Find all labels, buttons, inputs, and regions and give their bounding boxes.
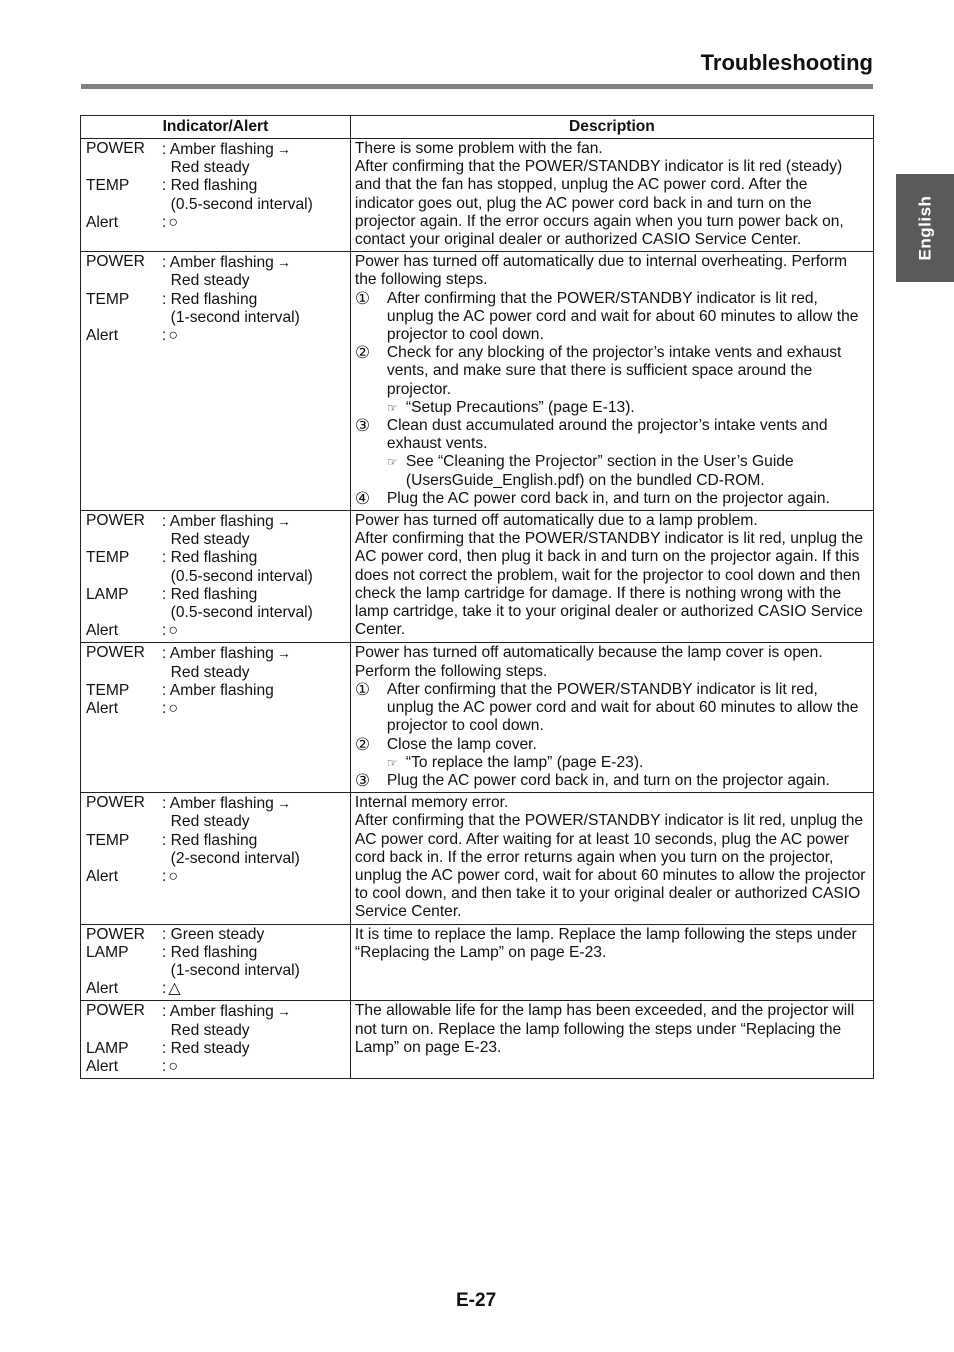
indicator-line bbox=[86, 682, 346, 700]
step-text: Close the lamp cover. bbox=[386, 735, 537, 753]
indicator-key: Alert bbox=[86, 622, 119, 640]
indicator-value: Red steady bbox=[162, 159, 250, 177]
indicator-line bbox=[86, 253, 346, 272]
circle-alert-icon: ○ bbox=[168, 867, 179, 885]
description-cell bbox=[350, 1001, 873, 1079]
step-number: ③ bbox=[354, 416, 371, 436]
indicator-value-wrap bbox=[162, 568, 346, 586]
table-row bbox=[81, 1001, 874, 1079]
indicator-line bbox=[86, 850, 346, 868]
description-paragraph: It is time to replace the lamp. Replace the lamp following the steps under “Replacing the Lamp” on page E-23. bbox=[354, 925, 857, 961]
indicator-key: TEMP bbox=[86, 831, 130, 849]
indicator-value-wrap bbox=[162, 850, 346, 868]
circle-alert-icon: ○ bbox=[168, 1057, 179, 1075]
indicator-value-wrap bbox=[162, 196, 346, 214]
table-row bbox=[81, 511, 874, 643]
description-paragraph: There is some problem with the fan. bbox=[354, 140, 603, 157]
indicator-cell bbox=[81, 1001, 351, 1079]
indicator-line bbox=[86, 159, 346, 177]
pointing-hand-icon: ☞ bbox=[386, 400, 398, 415]
indicator-value: : Amber flashing bbox=[162, 645, 274, 663]
indicator-line bbox=[86, 644, 346, 663]
description-intro: Power has turned off automatically because the lamp cover is open. Perform the following steps. bbox=[354, 644, 823, 680]
indicator-line bbox=[86, 586, 346, 604]
indicator-value-wrap bbox=[162, 1022, 346, 1040]
indicator-value: : Amber flashing bbox=[162, 681, 274, 699]
step-text: Check for any blocking of the projector’s intake vents and exhaust vents, and make sure that there is sufficient space around the projector. bbox=[386, 344, 842, 398]
description-cell bbox=[350, 511, 873, 643]
indicator-value-wrap bbox=[162, 962, 346, 980]
indicator-line bbox=[86, 700, 346, 718]
table-body bbox=[81, 139, 874, 1079]
indicator-value: Red steady bbox=[162, 531, 250, 549]
indicator-value-wrap bbox=[162, 177, 346, 195]
indicator-key bbox=[86, 272, 162, 290]
indicator-key: Alert bbox=[86, 980, 119, 998]
indicator-value-wrap bbox=[162, 586, 346, 604]
step-number: ① bbox=[354, 288, 371, 308]
indicator-value: : Green steady bbox=[162, 925, 265, 943]
indicator-value: : Amber flashing bbox=[162, 795, 274, 813]
description-cell bbox=[350, 139, 873, 252]
pointing-hand-icon: ☞ bbox=[386, 755, 398, 770]
header-rule bbox=[81, 84, 873, 89]
column-header-indicator: Indicator/Alert bbox=[81, 116, 351, 139]
indicator-key: Alert bbox=[86, 327, 119, 345]
indicator-line bbox=[86, 549, 346, 567]
indicator-key: POWER bbox=[86, 925, 145, 943]
reference-line bbox=[355, 453, 867, 489]
indicator-value-wrap bbox=[162, 794, 346, 813]
indicator-value-wrap bbox=[162, 700, 346, 718]
indicator-line bbox=[86, 327, 346, 345]
indicator-line bbox=[86, 531, 346, 549]
indicator-key bbox=[86, 531, 162, 549]
indicator-value: : Red steady bbox=[162, 1039, 250, 1057]
indicator-value: (0.5-second interval) bbox=[162, 195, 313, 213]
indicator-value-wrap bbox=[162, 664, 346, 682]
description-intro: Power has turned off automatically due to internal overheating. Perform the following steps. bbox=[354, 253, 847, 289]
right-arrow-icon: → bbox=[276, 795, 291, 812]
reference-text: “To replace the lamp” (page E-23). bbox=[405, 753, 644, 771]
indicator-value-wrap bbox=[162, 868, 346, 886]
step-item bbox=[355, 290, 867, 345]
indicator-value: : Red flashing bbox=[162, 585, 258, 603]
indicator-key: TEMP bbox=[86, 290, 130, 308]
indicator-line bbox=[86, 196, 346, 214]
indicator-line bbox=[86, 1040, 346, 1058]
right-arrow-icon: → bbox=[276, 513, 291, 530]
triangle-alert-icon: △ bbox=[168, 980, 181, 998]
step-text: Plug the AC power cord back in, and turn on the projector again. bbox=[386, 489, 830, 507]
description-cell bbox=[350, 924, 873, 1001]
indicator-value: (2-second interval) bbox=[162, 849, 300, 867]
indicator-value-wrap bbox=[162, 813, 346, 831]
indicator-value-wrap bbox=[162, 214, 346, 232]
indicator-key: Alert bbox=[86, 867, 119, 885]
indicator-key: POWER bbox=[86, 794, 145, 812]
page-number: E-27 bbox=[456, 1290, 497, 1311]
indicator-value-wrap bbox=[162, 531, 346, 549]
indicator-value-wrap bbox=[162, 1040, 346, 1058]
indicator-value-wrap bbox=[162, 644, 346, 663]
indicator-key: LAMP bbox=[86, 585, 129, 603]
indicator-value-wrap bbox=[162, 291, 346, 309]
indicator-line bbox=[86, 664, 346, 682]
right-arrow-icon: → bbox=[276, 1003, 291, 1020]
indicator-key bbox=[86, 1022, 162, 1040]
indicator-key bbox=[86, 962, 162, 980]
indicator-value: Red steady bbox=[162, 813, 250, 831]
circle-alert-icon: ○ bbox=[168, 700, 179, 718]
description-paragraph: Power has turned off automatically due to a lamp problem. bbox=[354, 512, 758, 530]
indicator-line bbox=[86, 214, 346, 232]
indicator-value: : Red flashing bbox=[162, 943, 258, 961]
indicator-value: : bbox=[162, 622, 167, 640]
indicator-key bbox=[86, 664, 162, 682]
indicator-line bbox=[86, 832, 346, 850]
indicator-value: : bbox=[162, 213, 167, 231]
step-item bbox=[355, 417, 867, 453]
indicator-value-wrap bbox=[162, 253, 346, 272]
step-item bbox=[355, 344, 867, 399]
indicator-value: : bbox=[162, 867, 167, 885]
indicator-value: (0.5-second interval) bbox=[162, 567, 313, 585]
indicator-value: : Amber flashing bbox=[162, 513, 274, 531]
description-cell bbox=[350, 643, 873, 793]
indicator-key: TEMP bbox=[86, 681, 130, 699]
step-text: After confirming that the POWER/STANDBY indicator is lit red, unplug the AC power cord and wait for about 60 minutes to allow the projector to cool down. bbox=[386, 680, 859, 735]
reference-text: See “Cleaning the Projector” section in the User’s Guide (UsersGuide_English.pdf) on the bundled CD-ROM. bbox=[405, 453, 794, 489]
indicator-line bbox=[86, 1022, 346, 1040]
indicator-value: Red steady bbox=[162, 272, 250, 290]
indicator-value-wrap bbox=[162, 832, 346, 850]
indicator-value: Red steady bbox=[162, 663, 250, 681]
indicator-key bbox=[86, 196, 162, 214]
table-row bbox=[81, 643, 874, 793]
indicator-key bbox=[86, 309, 162, 327]
indicator-line bbox=[86, 291, 346, 309]
circle-alert-icon: ○ bbox=[168, 622, 179, 640]
indicator-value: (1-second interval) bbox=[162, 308, 300, 326]
indicator-value: : Red flashing bbox=[162, 831, 258, 849]
indicator-value-wrap bbox=[162, 926, 346, 944]
circle-alert-icon: ○ bbox=[168, 327, 179, 345]
right-arrow-icon: → bbox=[276, 254, 291, 271]
indicator-value: : Amber flashing bbox=[162, 254, 274, 272]
indicator-value: Red steady bbox=[162, 1021, 250, 1039]
indicator-value: (1-second interval) bbox=[162, 961, 300, 979]
indicator-value-wrap bbox=[162, 159, 346, 177]
reference-line bbox=[355, 399, 867, 417]
description-cell bbox=[350, 252, 873, 511]
indicator-value-wrap bbox=[162, 309, 346, 327]
indicator-line bbox=[86, 794, 346, 813]
indicator-cell bbox=[81, 139, 351, 252]
indicator-value: : Red flashing bbox=[162, 177, 258, 195]
indicator-key: POWER bbox=[86, 253, 145, 271]
indicator-cell bbox=[81, 511, 351, 643]
indicator-value: : Red flashing bbox=[162, 549, 258, 567]
step-number: ④ bbox=[354, 488, 371, 508]
indicator-key bbox=[86, 159, 162, 177]
indicator-line bbox=[86, 868, 346, 886]
indicator-value: : bbox=[162, 700, 167, 718]
language-tab bbox=[896, 174, 954, 282]
step-item bbox=[355, 490, 867, 508]
indicator-line bbox=[86, 962, 346, 980]
indicator-value-wrap bbox=[162, 549, 346, 567]
indicator-value: : Red flashing bbox=[162, 290, 258, 308]
indicator-value-wrap bbox=[162, 327, 346, 345]
indicator-value-wrap bbox=[162, 1002, 346, 1021]
indicator-key bbox=[86, 604, 162, 622]
indicator-key bbox=[86, 813, 162, 831]
indicator-key: POWER bbox=[86, 140, 145, 157]
indicator-value: : bbox=[162, 1057, 167, 1075]
indicator-value-wrap bbox=[162, 272, 346, 290]
table-row bbox=[81, 252, 874, 511]
column-header-description: Description bbox=[350, 116, 873, 139]
indicator-key: Alert bbox=[86, 213, 119, 231]
indicator-cell bbox=[81, 793, 351, 924]
indicator-line bbox=[86, 568, 346, 586]
indicator-line bbox=[86, 1002, 346, 1021]
indicator-key: TEMP bbox=[86, 549, 130, 567]
indicator-key: LAMP bbox=[86, 1039, 129, 1057]
language-tab-label: English bbox=[915, 195, 934, 261]
description-paragraph: After confirming that the POWER/STANDBY indicator is lit red (steady) and that the fan has stopped, unplug the AC power cord. After the indicator goes out, plug the AC power cord back in and turn on the projector again. If the error occurs again when you turn power back on, contact your original dealer or authorized CASIO Service Center. bbox=[354, 158, 844, 249]
step-number: ② bbox=[354, 734, 371, 754]
indicator-line bbox=[86, 604, 346, 622]
step-item bbox=[355, 681, 867, 736]
indicator-value-wrap bbox=[162, 980, 346, 998]
right-arrow-icon: → bbox=[276, 645, 291, 662]
pointing-hand-icon: ☞ bbox=[386, 455, 398, 470]
step-item bbox=[355, 772, 867, 790]
step-number: ① bbox=[354, 679, 371, 699]
step-number: ③ bbox=[354, 770, 371, 790]
step-text: After confirming that the POWER/STANDBY indicator is lit red, unplug the AC power cord and wait for about 60 minutes to allow the projector to cool down. bbox=[386, 289, 859, 344]
indicator-line bbox=[86, 1058, 346, 1076]
indicator-line bbox=[86, 177, 346, 195]
indicator-value-wrap bbox=[162, 1058, 346, 1076]
indicator-value-wrap bbox=[162, 604, 346, 622]
table-row bbox=[81, 793, 874, 924]
right-arrow-icon: → bbox=[276, 141, 291, 157]
description-paragraph: Internal memory error. bbox=[354, 794, 509, 812]
indicator-key bbox=[86, 850, 162, 868]
indicator-value-wrap bbox=[162, 622, 346, 640]
indicator-line bbox=[86, 622, 346, 640]
step-number: ② bbox=[354, 343, 371, 363]
indicator-key: LAMP bbox=[86, 943, 129, 961]
table-row bbox=[81, 139, 874, 252]
indicator-key bbox=[86, 568, 162, 586]
indicator-value: : bbox=[162, 980, 167, 998]
indicator-line bbox=[86, 926, 346, 944]
step-text: Clean dust accumulated around the projector’s intake vents and exhaust vents. bbox=[386, 417, 828, 453]
indicator-line bbox=[86, 140, 346, 159]
indicator-line bbox=[86, 944, 346, 962]
indicator-key: POWER bbox=[86, 1002, 145, 1020]
indicator-value-wrap bbox=[162, 944, 346, 962]
indicator-cell bbox=[81, 252, 351, 511]
indicator-line bbox=[86, 813, 346, 831]
indicator-value: : Amber flashing bbox=[162, 141, 274, 158]
indicator-line bbox=[86, 309, 346, 327]
indicator-line bbox=[86, 512, 346, 531]
indicator-key: Alert bbox=[86, 1057, 119, 1075]
step-item bbox=[355, 736, 867, 754]
indicator-cell bbox=[81, 643, 351, 793]
table-row bbox=[81, 924, 874, 1001]
circle-alert-icon: ○ bbox=[168, 213, 179, 231]
indicator-line bbox=[86, 272, 346, 290]
description-paragraph: After confirming that the POWER/STANDBY indicator is lit red, unplug the AC power cord, then plug it back in and turn on the projector again. If this does not correct the problem, wait for the projector to cool down and then check the lamp cartridge for damage. If there is nothing wrong with the lamp cartridge, take it to your original dealer or authorized CASIO Service Center. bbox=[354, 530, 864, 639]
reference-line bbox=[355, 754, 867, 772]
indicator-value-wrap bbox=[162, 512, 346, 531]
indicator-value-wrap bbox=[162, 682, 346, 700]
indicator-cell bbox=[81, 924, 351, 1001]
indicator-key: POWER bbox=[86, 644, 145, 662]
description-paragraph: After confirming that the POWER/STANDBY indicator is lit red, unplug the AC power cord. After waiting for at least 10 seconds, plug the AC power cord back in. If the error returns again when you turn on the projector, unplug the AC power cord, wait for about 60 minutes to allow the projector to cool down, and then take it to your original dealer or authorized CASIO Service Center. bbox=[354, 812, 866, 921]
step-text: Plug the AC power cord back in, and turn on the projector again. bbox=[386, 771, 830, 789]
description-cell bbox=[350, 793, 873, 924]
indicator-value-wrap bbox=[162, 140, 346, 159]
troubleshooting-table bbox=[80, 115, 874, 1079]
indicator-key: Alert bbox=[86, 700, 119, 718]
reference-text: “Setup Precautions” (page E-13). bbox=[405, 398, 635, 416]
table-header-row bbox=[81, 116, 874, 139]
description-paragraph: The allowable life for the lamp has been exceeded, and the projector will not turn on. Replace the lamp following the steps under “Replacing the Lamp” on page E-23. bbox=[354, 1002, 855, 1056]
indicator-key: TEMP bbox=[86, 177, 130, 195]
indicator-value: (0.5-second interval) bbox=[162, 604, 313, 622]
indicator-key: POWER bbox=[86, 512, 145, 530]
page-title: Troubleshooting bbox=[700, 50, 873, 75]
indicator-line bbox=[86, 980, 346, 998]
indicator-value: : bbox=[162, 327, 167, 345]
indicator-value: : Amber flashing bbox=[162, 1003, 274, 1021]
